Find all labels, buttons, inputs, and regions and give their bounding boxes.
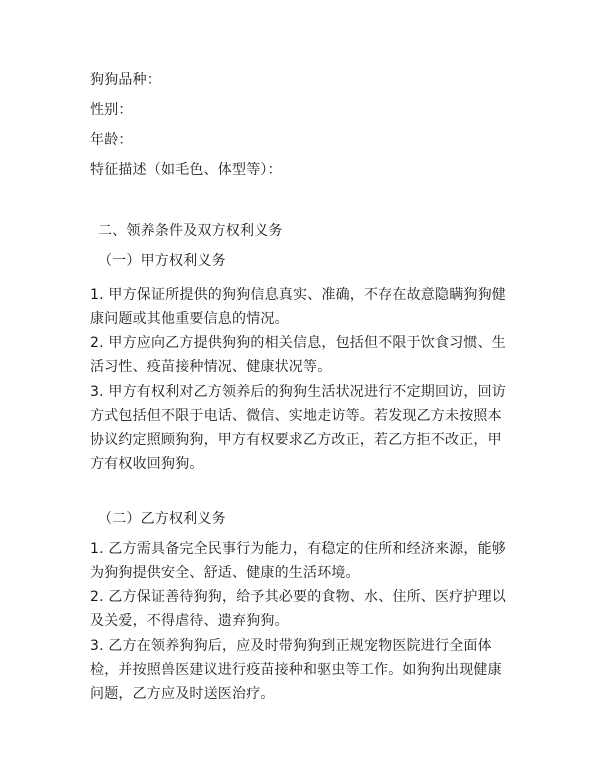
field-gender: 性别： (90, 102, 133, 118)
party-b-item-2: 2. 乙方保证善待狗狗，给予其必要的食物、水、住所、医疗护理以及关爱，不得虐待、遗弃狗狗。 (90, 589, 507, 629)
section-heading-rights-obligations: 二、领养条件及双方权利义务 (98, 223, 283, 239)
party-b-item-3: 3. 乙方在领养狗狗后，应及时带狗狗到正规宠物医院进行全面体检，并按照兽医建议进行疫苗接种和驱虫等工作。如狗狗出现健康问题，乙方应及时送医治疗。 (90, 638, 502, 702)
field-features: 特征描述（如毛色、体型等）： (90, 162, 282, 178)
party-a-item-2: 2. 甲方应向乙方提供狗狗的相关信息，包括但不限于饮食习惯、生活习性、疫苗接种情况、健康状况等。 (90, 335, 507, 375)
party-a-item-3: 3. 甲方有权利对乙方领养后的狗狗生活状况进行不定期回访，回访方式包括但不限于电话、微信、实地走访等。若发现乙方未按照本协议约定照顾狗狗，甲方有权要求乙方改正，若乙方拒不改正，甲方有权收回狗狗。 (90, 384, 507, 472)
subheading-party-a: （一）甲方权利义务 (98, 253, 226, 269)
field-age: 年龄： (90, 132, 133, 148)
party-b-item-1: 1. 乙方需具备完全民事行为能力，有稳定的住所和经济来源，能够为狗狗提供安全、舒适、健康的生活环境。 (90, 541, 507, 581)
subheading-party-b: （二）乙方权利义务 (98, 511, 226, 527)
field-breed: 狗狗品种： (90, 72, 161, 88)
party-a-item-1: 1. 甲方保证所提供的狗狗信息真实、准确，不存在故意隐瞒狗狗健康问题或其他重要信息的情况。 (90, 287, 507, 327)
